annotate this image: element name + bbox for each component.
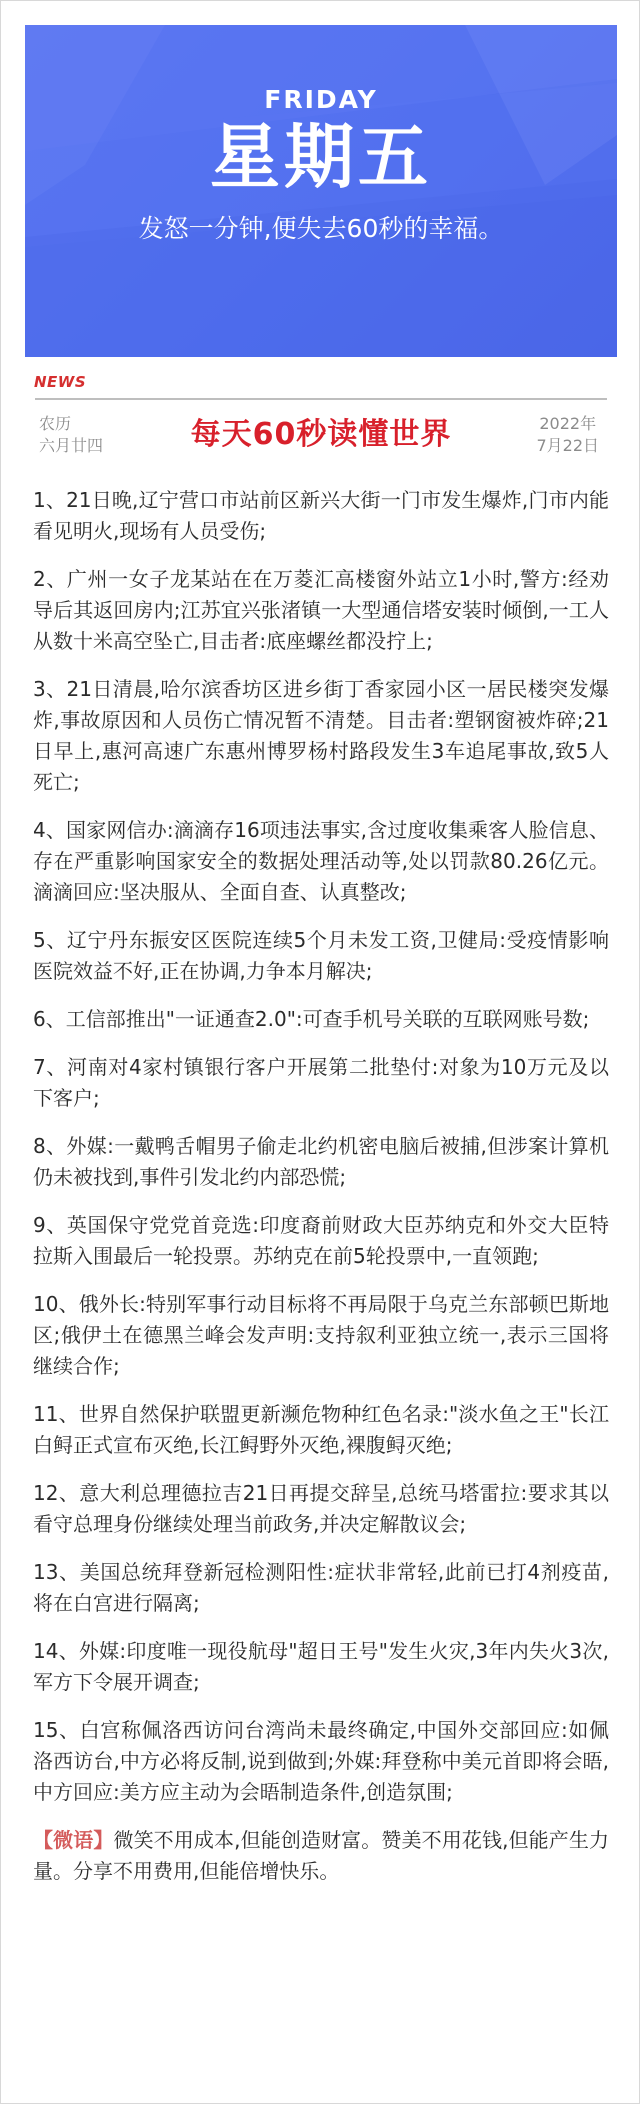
daily-quote: [33, 1825, 609, 1887]
lunar-day: 六月廿四: [39, 436, 104, 455]
gregorian-date: [536, 413, 599, 457]
hero-eyebrow: FRIDAY: [264, 85, 378, 114]
hero-title: 星期五: [210, 116, 432, 198]
date-row: [35, 409, 607, 465]
news-item-15: 15、白宫称佩洛西访问台湾尚未最终确定,中国外交部回应:如佩洛西访台,中方必将反制,说到做到;外媒:拜登称中美元首即将会晤,中方回应:美方应主动为会晤制造条件,创造氛围;: [33, 1718, 609, 1804]
news-item-4: 4、国家网信办:滴滴存16项违法事实,含过度收集乘客人脸信息、存在严重影响国家安全的数据处理活动等,处以罚款80.26亿元。滴滴回应:坚决服从、全面自查、认真整改;: [33, 818, 609, 904]
news-item-7: 7、河南对4家村镇银行客户开展第二批垫付:对象为10万元及以下客户;: [33, 1055, 609, 1110]
news-content: [33, 485, 609, 1887]
year-label: 2022年: [539, 414, 597, 433]
news-item-1: 1、21日晚,辽宁营口市站前区新兴大街一门市发生爆炸,门市内能看见明火,现场有人员受伤;: [33, 488, 609, 543]
news-divider: [35, 398, 607, 400]
news-item-14: 14、外媒:印度唯一现役航母"超日王号"发生火灾,3年内失火3次,军方下令展开调查;: [33, 1639, 609, 1694]
news-item-10: 10、俄外长:特别军事行动目标将不再局限于乌克兰东部顿巴斯地区;俄伊土在德黑兰峰会发声明:支持叙利亚独立统一,表示三国将继续合作;: [33, 1292, 609, 1378]
news-item-6: 6、工信部推出"一证通查2.0":可查手机号关联的互联网账号数;: [33, 1007, 590, 1031]
daily-banner: 每天60秒读懂世界: [190, 417, 452, 452]
news-item-12: 12、意大利总理德拉吉21日再提交辞呈,总统马塔雷拉:要求其以看守总理身份继续处理当前政务,并决定解散议会;: [33, 1481, 609, 1536]
news-item-9: 9、英国保守党党首竞选:印度裔前财政大臣苏纳克和外交大臣特拉斯入围最后一轮投票。苏纳克在前5轮投票中,一直领跑;: [33, 1213, 609, 1268]
lunar-label: 农历: [39, 414, 72, 433]
news-item-13: 13、美国总统拜登新冠检测阳性:症状非常轻,此前已打4剂疫苗,将在白宫进行隔离;: [33, 1560, 609, 1615]
hero-banner: [25, 25, 617, 357]
news-item-3: 3、21日清晨,哈尔滨香坊区进乡街丁香家园小区一居民楼突发爆炸,事故原因和人员伤亡情况暂不清楚。目击者:塑钢窗被炸碎;21日早上,惠河高速广东惠州博罗杨村路段发生3车追尾事故,致5人死亡;: [33, 677, 609, 794]
news-item-2: 2、广州一女子龙某站在在万菱汇高楼窗外站立1小时,警方:经劝导后其返回房内;江苏宜兴张渚镇一大型通信塔安装时倾倒,一工人从数十米高空坠亡,目击者:底座螺丝都没拧上;: [33, 567, 609, 653]
quote-tag: 【微语】: [33, 1828, 114, 1852]
news-item-11: 11、世界自然保护联盟更新濒危物种红色名录:"淡水鱼之王"长江白鲟正式宣布灭绝,长江鲟野外灭绝,裸腹鲟灭绝;: [33, 1402, 609, 1457]
quote-text: 微笑不用成本,但能创造财富。赞美不用花钱,但能产生力量。分享不用费用,但能倍增快乐。: [33, 1828, 609, 1883]
news-label: NEWS: [34, 373, 87, 391]
lunar-date: [39, 413, 103, 457]
news-item-5: 5、辽宁丹东振安区医院连续5个月未发工资,卫健局:受疫情影响医院效益不好,正在协调,力争本月解决;: [33, 928, 609, 983]
news-item-8: 8、外媒:一戴鸭舌帽男子偷走北约机密电脑后被捕,但涉案计算机仍未被找到,事件引发北约内部恐慌;: [33, 1134, 609, 1189]
date-label: 7月22日: [536, 436, 599, 455]
hero-text: [25, 87, 617, 241]
hero-subtitle: 发怒一分钟,便失去60秒的幸福。: [138, 214, 504, 243]
